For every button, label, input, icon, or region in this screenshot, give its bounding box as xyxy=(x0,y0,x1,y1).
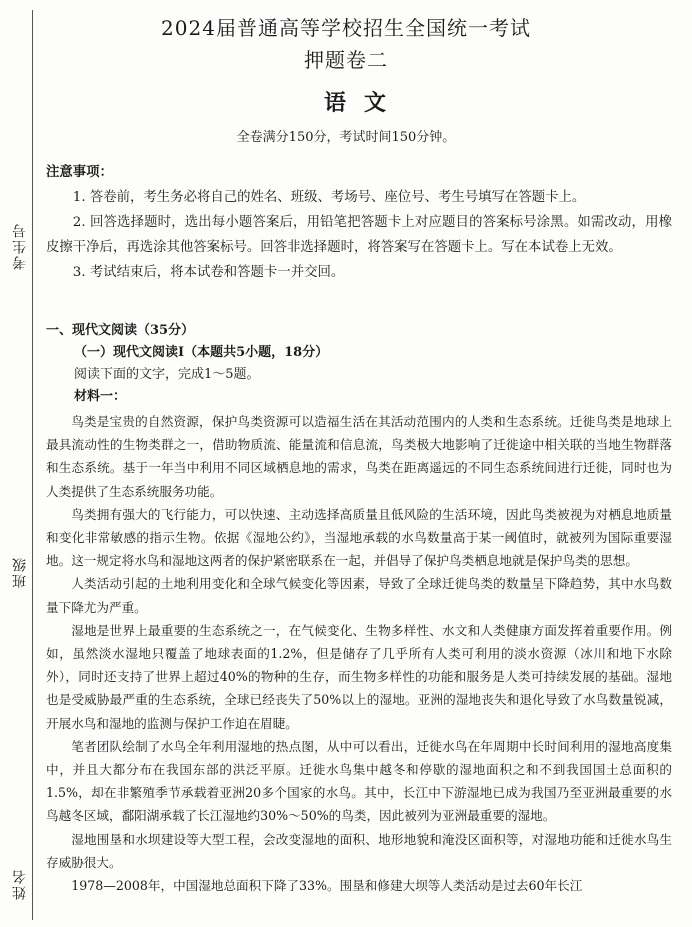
side-label-candidate-number: 考生号 xyxy=(12,222,28,270)
exam-title: 2024届普通高等学校招生全国统一考试 xyxy=(161,16,531,40)
notice-heading: 注意事项： xyxy=(46,164,113,180)
passage-paragraph: 鸟类拥有强大的飞行能力，可以快速、主动选择高质量且低风险的生活环境，因此鸟类被视为对栖息地质量和变化非常敏感的指示生物。依据《湿地公约》，当湿地承载的水鸟数量高于某一阈值时，就被列为国际重要湿地。这一规定将水鸟和湿地这两者的保护紧密联系在一起，并倡导了保护鸟类栖息地就是保护鸟类的思想。 xyxy=(46,506,672,569)
notice-item: 3. 考试结束后，将本试卷和答题卡一并交回。 xyxy=(72,265,345,280)
side-label-class: 班级 xyxy=(12,556,28,588)
passage-paragraph: 湿地围垦和水坝建设等大型工程，会改变湿地的面积、地形地貌和淹没区面积等，对湿地功能和迁徙水鸟生存威胁很大。 xyxy=(46,831,672,870)
subsection-heading: （一）现代文阅读Ⅰ（本题共5小题，18分） xyxy=(74,345,329,360)
passage-paragraph: 鸟类是宝贵的自然资源，保护鸟类资源可以造福生活在其活动范围内的人类和生态系统。迁徙鸟类是地球上最具流动性的生物类群之一，借助物质流、能量流和信息流，鸟类极大地影响了迁徙途中相关联的当地生物群落和生态系统。基于一年当中利用不同区域栖息地的需求，鸟类在距离遥远的不同生态系统间进行迁徙，同时也为人类提供了生态系统服务功能。 xyxy=(46,414,672,499)
passage-paragraph: 人类活动引起的土地利用变化和全球气候变化等因素，导致了全球迁徙鸟类的数量呈下降趋势，其中水鸟数量下降尤为严重。 xyxy=(46,576,672,615)
exam-subtitle: 押题卷二 xyxy=(304,48,388,72)
material-label: 材料一： xyxy=(74,389,127,404)
notice-block xyxy=(46,160,672,285)
side-label-name: 姓名 xyxy=(12,868,28,900)
subject-title: 语文 xyxy=(323,90,404,116)
notice-item: 2. 回答选择题时，选出每小题答案后，用铅笔把答题卡上对应题目的答案标号涂黑。如需改动，用橡皮擦干净后，再选涂其他答案标号。回答非选择题时，将答案写在答题卡上。写在本试卷上无效。 xyxy=(46,215,672,255)
score-info: 全卷满分150分，考试时间150分钟。 xyxy=(236,130,456,145)
section-block xyxy=(46,320,672,408)
section-heading: 一、现代文阅读（35分） xyxy=(46,323,195,338)
passage-paragraph: 笔者团队绘制了水鸟全年利用湿地的热点图，从中可以看出，迁徙水鸟在年周期中长时间利用的湿地高度集中，并且大都分布在我国东部的洪泛平原。迁徙水鸟集中越冬和停歇的湿地面积之和不到我国国土总面积的1.5%，却在非繁殖季节承载着亚洲20多个国家的水鸟。其中，长江中下游湿地已成为我国乃至亚洲最重要的水鸟越冬区域，鄱阳湖承载了长江湿地约30%～50%的鸟类，因此被列为亚洲最重要的湿地。 xyxy=(46,738,672,824)
passage xyxy=(46,410,672,897)
binding-line xyxy=(32,10,33,920)
passage-paragraph: 湿地是世界上最重要的生态系统之一，在气候变化、生物多样性、水文和人类健康方面发挥着重要作用。例如，虽然淡水湿地只覆盖了地球表面的1.2%，但是储存了几乎所有人类可利用的淡水资源（冰川和地下水除外），同时还支持了世界上超过40%的物种的生存，而生物多样性的功能和服务是人类可持续发展的基础。湿地也是受威胁最严重的生态系统，全球已经丧失了50%以上的湿地。亚洲的湿地丧失和退化导致了水鸟数量锐减，开展水鸟和湿地的监测与保护工作迫在眉睫。 xyxy=(46,622,672,731)
instruction: 阅读下面的文字，完成1～5题。 xyxy=(74,367,260,382)
notice-item: 1. 答卷前，考生务必将自己的姓名、班级、考场号、座位号、考生号填写在答题卡上。 xyxy=(72,190,586,205)
passage-paragraph: 1978—2008年，中国湿地总面积下降了33%。围垦和修建大坝等人类活动是过去60年长江 xyxy=(71,878,583,894)
